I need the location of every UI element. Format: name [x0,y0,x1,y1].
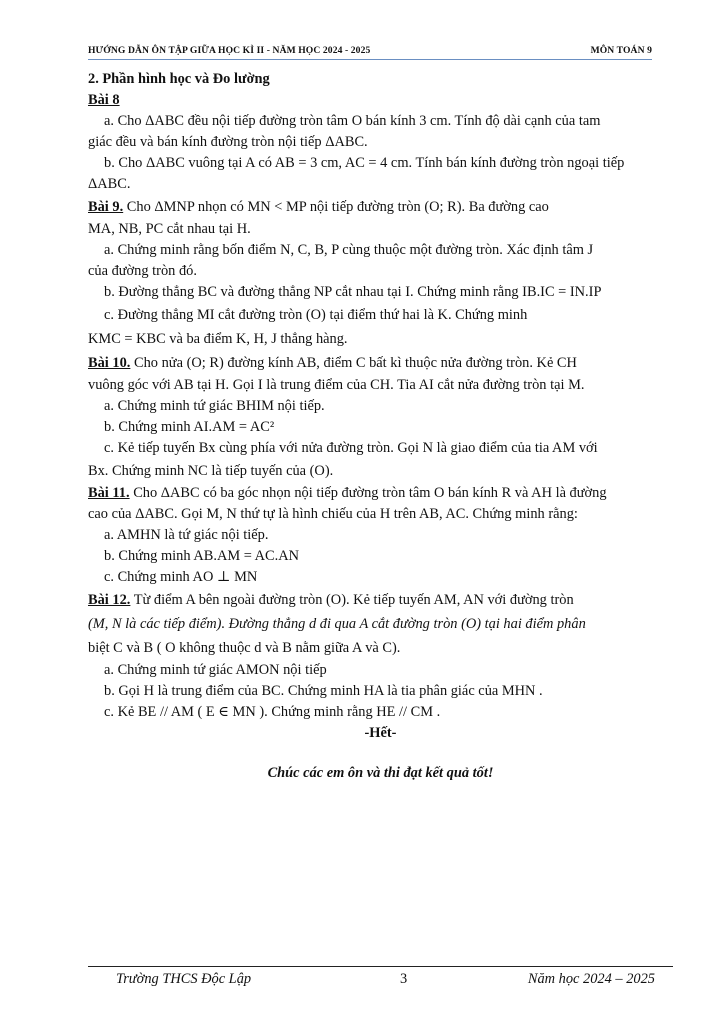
closing-message: Chúc các em ôn và thi đạt kết quả tốt! [267,765,494,781]
footer-year: Năm học 2024 – 2025 [527,971,655,987]
section-title: 2. Phần hình học và Đo lường [88,71,270,87]
exercise-text: (M, N là các tiếp điểm). Đường thẳng d đi qua A cắt đường tròn (O) tại hai điểm phân [88,616,586,632]
exercise-title: Bài 10. [88,355,131,371]
header-divider [88,59,652,60]
exercise-text: b. Đường thẳng BC và đường thẳng NP cắt nhau tại I. Chứng minh rằng IB.IC = IN.IP [104,284,602,300]
exercise-text: Bx. Chứng minh NC là tiếp tuyến của (O). [88,463,334,479]
end-mark: -Hết- [364,725,397,741]
footer-divider [88,966,673,967]
exercise-text: Cho nửa (O; R) đường kính AB, điểm C bất kì thuộc nửa đường tròn. Kẻ CH [134,355,577,371]
exercise-text: cao của ΔABC. Gọi M, N thứ tự là hình chiếu của H trên AB, AC. Chứng minh rằng: [88,506,578,522]
exercise-title: Bài 8 [88,92,120,108]
exercise-text: c. Chứng minh AO ⊥ MN [104,569,258,585]
exercise-text: c. Đường thẳng MI cắt đường tròn (O) tại điểm thứ hai là K. Chứng minh [104,307,528,323]
exercise-text: của đường tròn đó. [88,263,197,279]
exercise-text: c. Kẻ BE // AM ( E ∈ MN ). Chứng minh rằng HE // CM . [104,704,441,720]
exercise-title: Bài 9. [88,199,124,215]
exercise-text: MA, NB, PC cắt nhau tại H. [88,221,251,237]
page-number: 3 [400,971,408,987]
header-subject: MÔN TOÁN 9 [590,45,652,56]
exercise-title: Bài 11. [88,485,130,501]
exercise-text: c. Kẻ tiếp tuyến Bx cùng phía với nửa đường tròn. Gọi N là giao điểm của tia AM với [104,440,598,456]
exercise-text: b. Gọi H là trung điểm của BC. Chứng minh HA là tia phân giác của MHN . [104,683,543,699]
exercise-text: b. Cho ΔABC vuông tại A có AB = 3 cm, AC = 4 cm. Tính bán kính đường tròn ngoại tiếp [104,155,625,171]
exercise-text: Cho ΔABC có ba góc nhọn nội tiếp đường tròn tâm O bán kính R và AH là đường [133,485,607,501]
exercise-text: biệt C và B ( O không thuộc d và B nằm giữa A và C). [88,640,401,656]
document-body [88,69,673,784]
exercise-text: vuông góc với AB tại H. Gọi I là trung điểm của CH. Tia AI cắt nửa đường tròn tại M. [88,377,585,393]
exercise-text: Cho ΔMNP nhọn có MN < MP nội tiếp đường tròn (O; R). Ba đường cao [126,199,549,215]
exercise-text: b. Chứng minh AI.AM = AC² [104,419,275,435]
exercise-text: b. Chứng minh AB.AM = AC.AN [104,548,300,564]
exercise-text: KMC = KBC và ba điểm K, H, J thẳng hàng. [88,331,348,347]
header-title: HƯỚNG DẪN ÔN TẬP GIỮA HỌC KÌ II - NĂM HỌC 2024 - 2025 [88,45,371,56]
exercise-text: giác đều và bán kính đường tròn nội tiếp ΔABC. [88,134,368,150]
exercise-title: Bài 12. [88,592,131,608]
exercise-text: a. Cho ΔABC đều nội tiếp đường tròn tâm O bán kính 3 cm. Tính độ dài cạnh của tam [104,113,601,129]
exercise-text: a. Chứng minh tứ giác AMON nội tiếp [104,662,327,678]
exercise-text: a. AMHN là tứ giác nội tiếp. [104,527,269,543]
exercise-text: ΔABC. [88,176,131,192]
exercise-text: a. Chứng minh tứ giác BHIM nội tiếp. [104,398,325,414]
footer-school: Trường THCS Độc Lập [116,971,252,987]
exercise-text: Từ điểm A bên ngoài đường tròn (O). Kẻ tiếp tuyến AM, AN với đường tròn [133,592,574,608]
exercise-text: a. Chứng minh rằng bốn điểm N, C, B, P cùng thuộc một đường tròn. Xác định tâm J [104,242,594,258]
